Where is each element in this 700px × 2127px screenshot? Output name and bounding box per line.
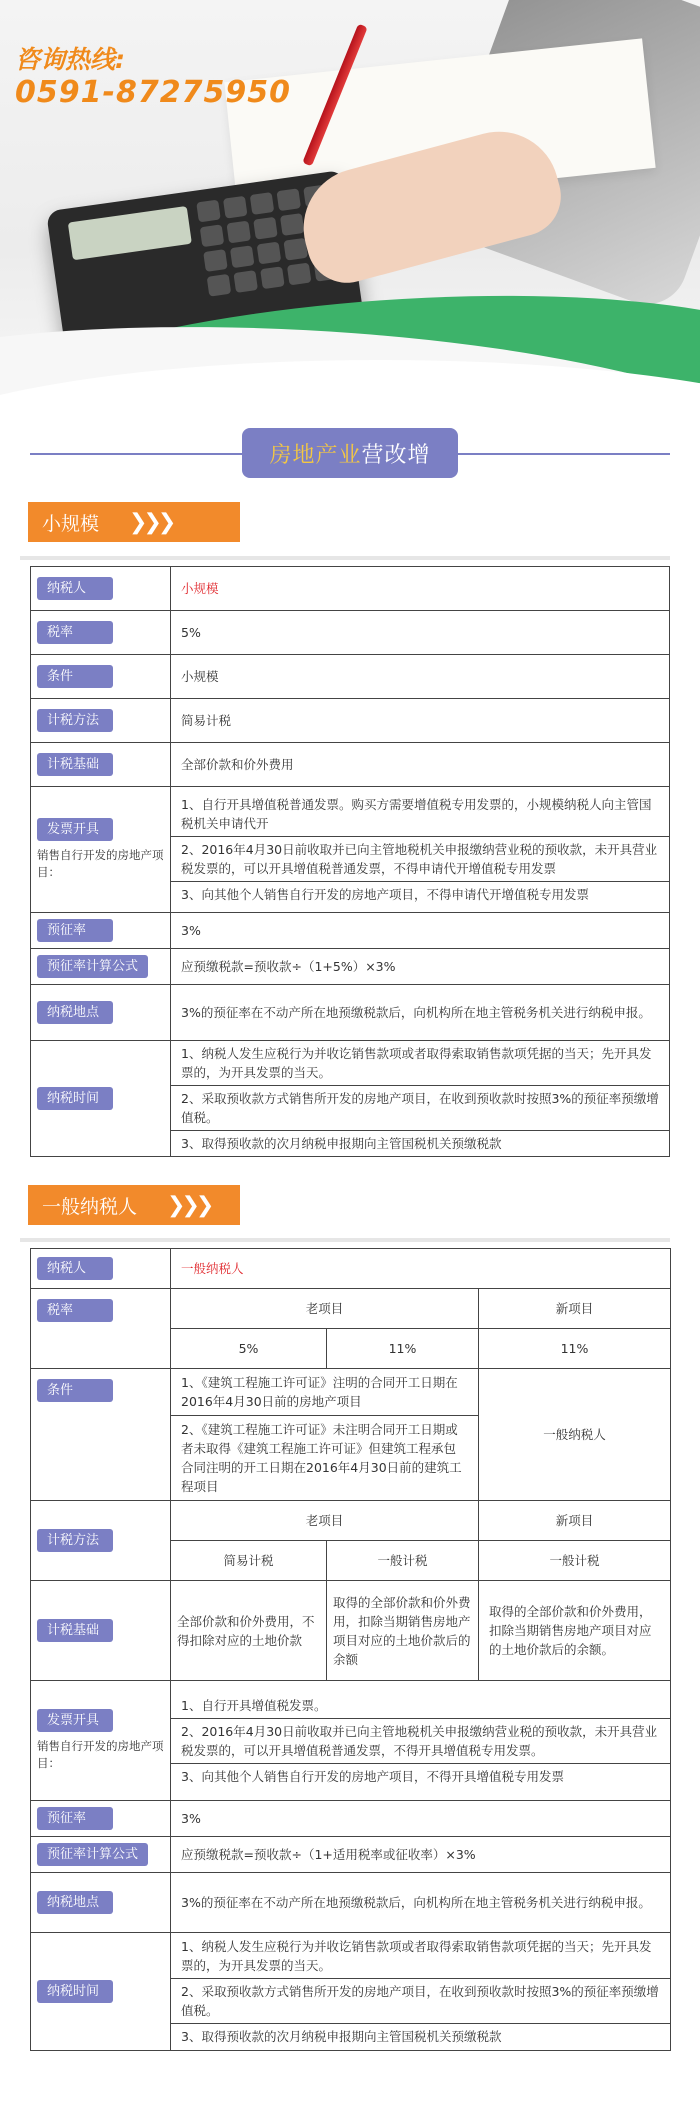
g-row-value-prerate: 3% bbox=[171, 1801, 671, 1837]
table-row bbox=[31, 655, 670, 699]
table-general-taxpayer bbox=[30, 1248, 671, 2051]
table-row bbox=[31, 985, 670, 1041]
section-rule-small bbox=[20, 556, 670, 560]
row-value-formula: 应预缴税款=预收款÷（1+5%）×3% bbox=[171, 949, 670, 985]
row-value-place: 3%的预征率在不动产所在地预缴税款后，向机构所在地主管税务机关进行纳税申报。 bbox=[171, 985, 670, 1041]
g-row-sublabel-invoice: 销售自行开发的房地产项目： bbox=[37, 1739, 164, 1770]
g-row-label-method: 计税方法 bbox=[37, 1529, 113, 1552]
table-row bbox=[31, 1801, 671, 1837]
row-label-basis: 计税基础 bbox=[37, 753, 113, 776]
section-title-small: 小规模 bbox=[42, 512, 100, 535]
table-row bbox=[31, 567, 670, 611]
section-header-general bbox=[28, 1185, 240, 1225]
row-label-method: 计税方法 bbox=[37, 709, 113, 732]
invoice-line-1: 1、自行开具增值税普通发票。购买方需要增值税专用发票的，小规模纳税人向主管国税机关申请代开 bbox=[171, 792, 669, 837]
g-rate-new-header: 新项目 bbox=[479, 1289, 671, 1329]
g-row-label-prerate: 预征率 bbox=[37, 1807, 113, 1830]
table-row bbox=[31, 1837, 671, 1873]
table-row bbox=[31, 743, 670, 787]
invoice-line-2: 2、2016年4月30日前收取并已向主管地税机关申报缴纳营业税的预收款，未开具营业税发票的，可以开具增值税普通发票，不得申请代开增值税专用发票 bbox=[171, 837, 669, 882]
row-value-prerate: 3% bbox=[171, 913, 670, 949]
g-row-label-condition: 条件 bbox=[37, 1379, 113, 1402]
table-row bbox=[31, 787, 670, 913]
section-rule-general bbox=[20, 1238, 670, 1242]
table-small-scale bbox=[30, 566, 670, 1157]
row-label-time: 纳税时间 bbox=[37, 1087, 113, 1110]
row-label-rate: 税率 bbox=[37, 621, 113, 644]
row-value-basis: 全部价款和价外费用 bbox=[171, 743, 670, 787]
g-row-value-formula: 应预缴税款=预收款÷（1+适用税率或征收率）×3% bbox=[171, 1837, 671, 1873]
page-title-part1: 房地产业 bbox=[269, 442, 362, 468]
table-row bbox=[31, 1369, 671, 1416]
time-line-3: 3、取得预收款的次月纳税申报期向主管国税机关预缴税款 bbox=[181, 1136, 502, 1151]
table-row bbox=[31, 1249, 671, 1289]
g-row-label-formula: 预征率计算公式 bbox=[37, 1843, 148, 1866]
g-invoice-line-3: 3、向其他个人销售自行开发的房地产项目，不得开具增值税专用发票 bbox=[181, 1768, 564, 1784]
row-label-invoice: 发票开具 bbox=[37, 818, 113, 841]
invoice-line-3: 3、向其他个人销售自行开发的房地产项目，不得申请代开增值税专用发票 bbox=[181, 887, 589, 902]
g-condition-2: 2、《建筑工程施工许可证》未注明合同开工日期或者未取得《建筑工程施工许可证》但建筑工程承包合同注明的开工日期在2016年4月30日前的建筑工程项目 bbox=[171, 1416, 479, 1501]
table-row bbox=[31, 949, 670, 985]
g-rate-v2: 11% bbox=[327, 1329, 479, 1369]
g-row-label-rate: 税率 bbox=[37, 1299, 113, 1322]
row-value-method: 简易计税 bbox=[171, 699, 670, 743]
table-row bbox=[31, 611, 670, 655]
row-label-condition: 条件 bbox=[37, 665, 113, 688]
row-label-place: 纳税地点 bbox=[37, 1001, 113, 1024]
g-row-value-place: 3%的预征率在不动产所在地预缴税款后，向机构所在地主管税务机关进行纳税申报。 bbox=[171, 1873, 671, 1933]
row-value-condition: 小规模 bbox=[171, 655, 670, 699]
table-row bbox=[31, 1933, 671, 2051]
row-value-rate: 5% bbox=[171, 611, 670, 655]
time-line-2: 2、采取预收款方式销售所开发的房地产项目，在收到预收款时按照3%的预征率预缴增值税。 bbox=[171, 1086, 669, 1131]
g-condition-new: 一般纳税人 bbox=[479, 1369, 671, 1501]
row-label-taxpayer: 纳税人 bbox=[37, 577, 113, 600]
table-row bbox=[31, 1681, 671, 1801]
row-label-prerate: 预征率 bbox=[37, 919, 113, 942]
time-line-1: 1、纳税人发生应税行为并收讫销售款项或者取得索取销售款项凭据的当天；先开具发票的，为开具发票的当天。 bbox=[171, 1041, 669, 1086]
hero-banner bbox=[0, 0, 700, 415]
row-label-formula: 预征率计算公式 bbox=[37, 955, 148, 978]
table-row bbox=[31, 1501, 671, 1541]
g-method-m1: 简易计税 bbox=[171, 1541, 327, 1581]
g-row-label-place: 纳税地点 bbox=[37, 1891, 113, 1914]
section-title-general: 一般纳税人 bbox=[42, 1195, 138, 1218]
table-row bbox=[31, 1873, 671, 1933]
g-time-line-2: 2、采取预收款方式销售所开发的房地产项目，在收到预收款时按照3%的预征率预缴增值税。 bbox=[171, 1979, 670, 2024]
g-condition-1: 1、《建筑工程施工许可证》注明的合同开工日期在2016年4月30日前的房地产项目 bbox=[171, 1369, 479, 1416]
row-value-taxpayer: 小规模 bbox=[171, 567, 670, 611]
chevron-right-icon: ❯❯❯ bbox=[129, 509, 173, 535]
hotline-number[interactable]: 0591-87275950 bbox=[15, 75, 291, 110]
table-row bbox=[31, 1289, 671, 1329]
g-row-label-invoice: 发票开具 bbox=[37, 1709, 113, 1732]
hotline-label: 咨询热线: bbox=[15, 45, 125, 74]
g-method-m3: 一般计税 bbox=[479, 1541, 671, 1581]
table-row bbox=[31, 699, 670, 743]
g-rate-v1: 5% bbox=[171, 1329, 327, 1369]
g-method-new-header: 新项目 bbox=[479, 1501, 671, 1541]
g-time-line-3: 3、取得预收款的次月纳税申报期向主管国税机关预缴税款 bbox=[181, 2029, 502, 2044]
table-row bbox=[31, 1581, 671, 1681]
g-row-label-time: 纳税时间 bbox=[37, 1980, 113, 2003]
g-time-line-1: 1、纳税人发生应税行为并收讫销售款项或者取得索取销售款项凭据的当天；先开具发票的，为开具发票的当天。 bbox=[171, 1934, 670, 1979]
g-rate-old-header: 老项目 bbox=[171, 1289, 479, 1329]
table-row bbox=[31, 913, 670, 949]
row-sublabel-invoice: 销售自行开发的房地产项目： bbox=[37, 848, 164, 879]
section-header-small bbox=[28, 502, 240, 542]
calculator-screen bbox=[68, 206, 192, 260]
g-basis-1: 全部价款和价外费用，不得扣除对应的土地价款 bbox=[171, 1581, 327, 1681]
g-basis-2: 取得的全部价款和价外费用，扣除当期销售房地产项目对应的土地价款后的余额 bbox=[327, 1581, 479, 1681]
g-row-label-basis: 计税基础 bbox=[37, 1619, 113, 1642]
g-basis-3: 取得的全部价款和价外费用，扣除当期销售房地产项目对应的土地价款后的余额。 bbox=[479, 1581, 671, 1681]
chevron-right-icon: ❯❯❯ bbox=[167, 1192, 211, 1218]
g-method-m2: 一般计税 bbox=[327, 1541, 479, 1581]
g-method-old-header: 老项目 bbox=[171, 1501, 479, 1541]
g-row-label-taxpayer: 纳税人 bbox=[37, 1257, 113, 1280]
table-row bbox=[31, 1041, 670, 1157]
page-title-part2: 营改增 bbox=[361, 442, 431, 468]
page-title bbox=[242, 428, 458, 478]
g-row-value-taxpayer: 一般纳税人 bbox=[171, 1249, 671, 1289]
g-invoice-line-2: 2、2016年4月30日前收取并已向主管地税机关申报缴纳营业税的预收款，未开具营业税发票的，可以开具增值税普通发票，不得开具增值税专用发票。 bbox=[171, 1719, 670, 1764]
g-rate-v3: 11% bbox=[479, 1329, 671, 1369]
g-invoice-line-1: 1、自行开具增值税发票。 bbox=[171, 1693, 670, 1719]
